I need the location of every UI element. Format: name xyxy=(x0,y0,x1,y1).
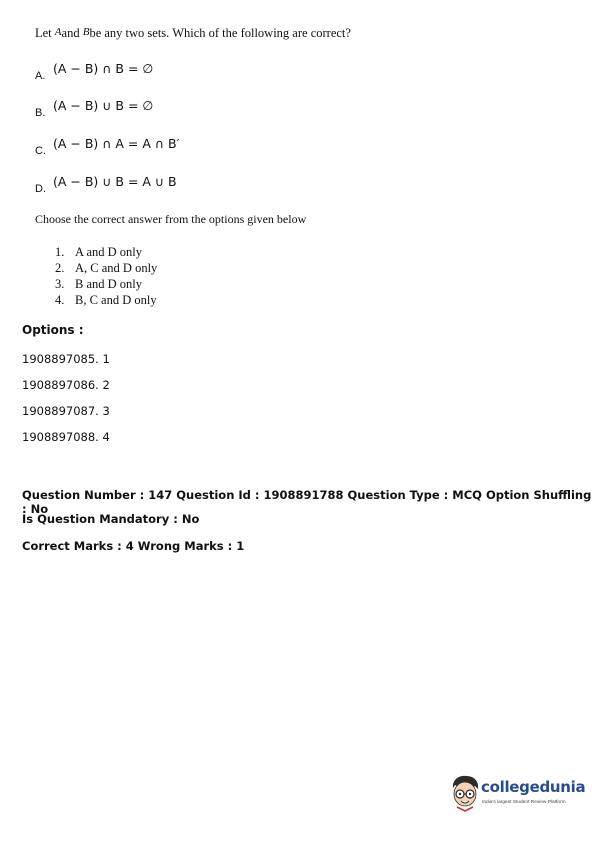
statement-expression: (A − B) ∪ B = A ∪ B xyxy=(53,174,177,189)
option-line: 1908897086. 2 xyxy=(22,378,110,392)
logo-wordmark: collegedunia xyxy=(481,778,586,796)
list-item: 2. A, C and D only xyxy=(55,261,158,275)
question-text: Let Aand Bbe any two sets. Which of the following are correct? xyxy=(35,26,351,40)
option-line: 1908897088. 4 xyxy=(22,430,110,444)
statement-c: C. (A − B) ∩ A = A ∩ B′ xyxy=(35,136,180,157)
mandatory-meta-line: Is Question Mandatory : No xyxy=(22,512,200,526)
marks-meta-line: Correct Marks : 4 Wrong Marks : 1 xyxy=(22,539,245,553)
statement-d: D. (A − B) ∪ B = A ∪ B xyxy=(35,174,177,195)
option-line: 1908897085. 1 xyxy=(22,352,110,366)
instruction-text: Choose the correct answer from the options given below xyxy=(35,212,307,226)
options-heading: Options : xyxy=(22,323,84,337)
collegedunia-logo xyxy=(448,774,588,814)
statement-b: B. (A − B) ∪ B = ∅ xyxy=(35,98,154,119)
mascot-icon xyxy=(448,774,482,812)
statement-expression: (A − B) ∪ B = ∅ xyxy=(53,98,154,113)
list-item: 3. B and D only xyxy=(55,277,143,291)
statement-expression: (A − B) ∩ A = A ∩ B′ xyxy=(53,136,180,151)
statement-expression: (A − B) ∩ B = ∅ xyxy=(53,61,154,76)
statement-a: A. (A − B) ∩ B = ∅ xyxy=(35,61,154,82)
logo-tagline: India's largest Student Review Platform xyxy=(482,800,566,805)
answer-choices-list xyxy=(55,244,157,308)
list-item: 1. A and D only xyxy=(55,245,143,259)
option-line: 1908897087. 3 xyxy=(22,404,110,418)
question-meta-line: Question Number : 147 Question Id : 1908891788 Question Type : MCQ Option Shuffling : No xyxy=(22,488,592,516)
set-a-symbol: A xyxy=(54,26,62,38)
set-b-symbol: B xyxy=(82,26,90,38)
list-item: 4. B, C and D only xyxy=(55,293,157,307)
